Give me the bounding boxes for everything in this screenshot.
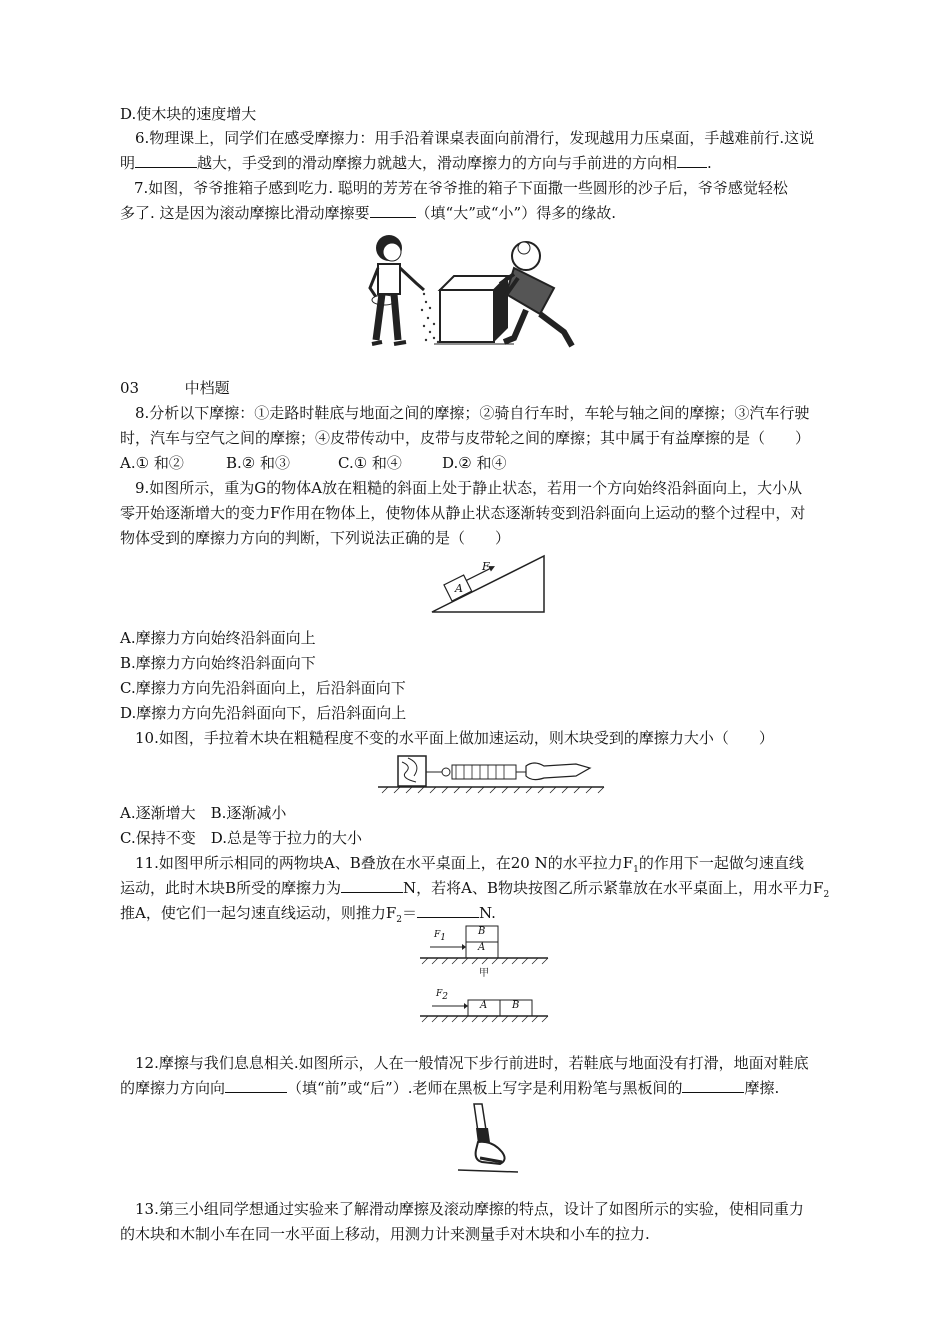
fig-jia-block-b: B: [478, 926, 486, 937]
q8-line2: 时，汽车与空气之间的摩擦；④皮带传动中，皮带与皮带轮之间的摩擦；其中属于有益摩擦的是（ ）: [120, 429, 811, 447]
q12-line2: 的摩擦力方向向 （填“前”或“后”）.老师在黑板上写字是利用粉笔与黑板间的 摩擦.: [120, 1079, 780, 1097]
q8-line1: 8.分析以下摩擦：①走路时鞋底与地面之间的摩擦；②骑自行车时，车轮与轴之间的摩擦；③汽车行驶: [135, 404, 810, 422]
q6-blank-2[interactable]: [677, 153, 707, 168]
q9-option-c[interactable]: C.摩擦力方向先沿斜面向上，后沿斜面向下: [120, 679, 406, 697]
q10-options-ab[interactable]: A.逐渐增大 B.逐渐减小: [120, 804, 287, 822]
q8-options: [120, 453, 860, 473]
q6-line2: 明 越大，手受到的滑动摩擦力就越大，滑动摩擦力的方向与手前进的方向相 .: [120, 154, 712, 172]
q9-line2: 零开始逐渐增大的变力F作用在物体上，使物体从静止状态逐渐转变到沿斜面向上运动的整个过程中，对: [120, 504, 806, 522]
section-number: 03: [120, 379, 140, 397]
q13-line2: 的木块和木制小车在同一水平面上移动，用测力计来测量手对木块和小车的拉力.: [120, 1225, 650, 1243]
q5-option-d: D.使木块的速度增大: [120, 105, 257, 123]
section-header: [120, 378, 860, 398]
q9-option-a[interactable]: A.摩擦力方向始终沿斜面向上: [120, 629, 316, 647]
q11-line3: 推A，使它们一起匀速直线运动，则推力$F_2= N$.: [120, 904, 496, 925]
walking-shoe-figure: [448, 1102, 528, 1176]
q11-blank-2[interactable]: [417, 903, 479, 918]
incline-figure: [430, 554, 550, 616]
q9-line1: 9.如图所示，重为G的物体A放在粗糙的斜面上处于静止状态，若用一个方向始终沿斜面向上，大小从: [135, 479, 803, 497]
q7-line1: 7.如图，爷爷推箱子感到吃力. 聪明的芳芳在爷爷推的箱子下面撒一些圆形的沙子后，爷爷感觉轻松: [134, 179, 788, 197]
fig-yi-block-a: A: [480, 1000, 488, 1011]
q11-line2: 运动，此时木块B所受的摩擦力为 N，若将A、B物块按图乙所示紧靠放在水平桌面上，用水平力$F_2$: [120, 879, 830, 900]
section-title: 中档题: [184, 379, 230, 397]
q11-line1: 11.如图甲所示相同的两物块A、B叠放在水平桌面上，在20 N的水平拉力$F_1$的作用下一起做匀速直线: [135, 854, 804, 875]
q9-option-d[interactable]: D.摩擦力方向先沿斜面向下，后沿斜面向上: [120, 704, 407, 722]
q12-line1: 12.摩擦与我们息息相关.如图所示，人在一般情况下步行前进时，若鞋底与地面没有打滑，地面对鞋底: [135, 1054, 809, 1072]
q8-option-a[interactable]: A.① 和②: [120, 454, 184, 472]
q10-options-cd[interactable]: C.保持不变 D.总是等于拉力的大小: [120, 829, 362, 847]
q10-line1: 10.如图，手拉着木块在粗糙程度不变的水平面上做加速运动，则木块受到的摩擦力大小（ ）: [135, 729, 774, 747]
fig-yi-force: $F_2$: [436, 989, 448, 1002]
fig-jia-block-a: A: [478, 942, 486, 953]
q8-option-c[interactable]: C.① 和④: [338, 454, 402, 472]
spring-scale-block-figure: [376, 752, 606, 794]
fig-yi-block-b: B: [512, 1000, 520, 1011]
grandpa-pushing-box-figure: [364, 228, 590, 354]
q13-line1: 13.第三小组同学想通过实验来了解滑动摩擦及滚动摩擦的特点，设计了如图所示的实验，使相同重力: [135, 1200, 804, 1218]
q8-option-d[interactable]: D.② 和④: [442, 454, 507, 472]
q11-blank-1[interactable]: [341, 878, 403, 893]
q6-blank-1[interactable]: [135, 153, 197, 168]
fig-jia-label: 甲: [479, 968, 489, 979]
q8-option-b[interactable]: B.② 和③: [226, 454, 291, 472]
q7-line2: 多了. 这是因为滚动摩擦比滑动摩擦要 （填“大”或“小”）得多的缘故.: [120, 204, 616, 222]
incline-force-label: F: [482, 560, 490, 573]
q6-line1: 6.物理课上，同学们在感受摩擦力：用手沿着课桌表面向前滑行，发现越用力压桌面，手越难前行.这说: [135, 129, 815, 147]
q7-blank[interactable]: [370, 203, 416, 218]
incline-block-label: A: [455, 582, 463, 595]
q12-blank-1[interactable]: [225, 1078, 287, 1093]
q9-option-b[interactable]: B.摩擦力方向始终沿斜面向下: [120, 654, 316, 672]
q9-line3: 物体受到的摩擦力方向的判断，下列说法正确的是（ ）: [120, 529, 511, 547]
fig-jia-force: $F_1$: [434, 930, 446, 943]
q12-blank-2[interactable]: [682, 1078, 744, 1093]
